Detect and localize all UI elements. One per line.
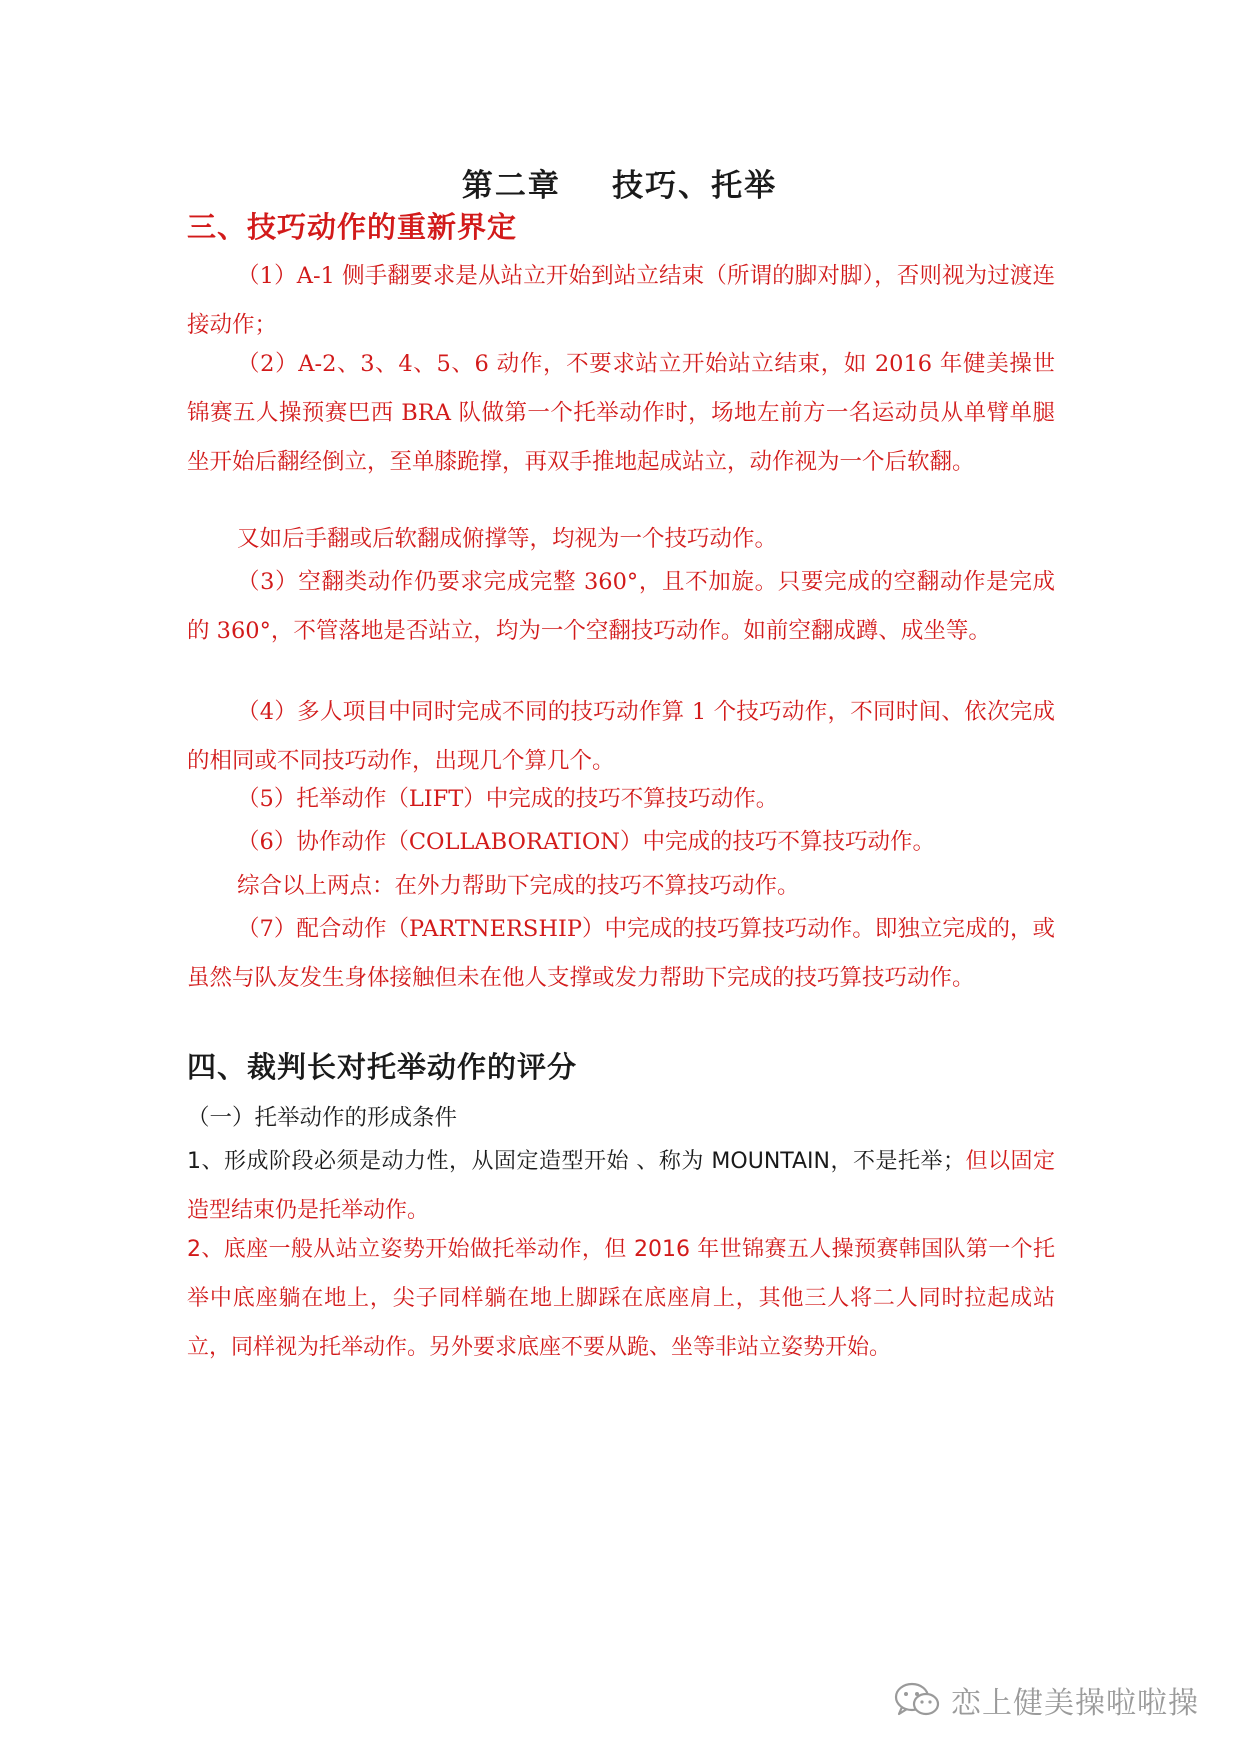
paragraph-4: （3）空翻类动作仍要求完成完整 360°，且不加旋。只要完成的空翻动作是完成的 360°，不管落地是否站立，均为一个空翻技巧动作。如前空翻成蹲、成坐等。 [187,569,1055,644]
paragraph-2: （2）A-2、3、4、5、6 动作，不要求站立开始站立结束，如 2016 年健美操世锦赛五人操预赛巴西 BRA 队做第一个托举动作时，场地左前方一名运动员从单臂单腿坐开始后翻经倒立，至单膝跪撑，再双手推地起成站立，动作视为一个后软翻。 [187,351,1055,475]
paragraph-9: （7）配合动作（PARTNERSHIP）中完成的技巧算技巧动作。即独立完成的，或虽然与队友发生身体接触但未在他人支撑或发力帮助下完成的技巧算技巧动作。 [187,916,1055,991]
chapter-title: 第二章 技巧、托举 [461,168,778,204]
section-4-item-2: 2、底座一般从站立姿势开始做托举动作，但 2016 年世锦赛五人操预赛韩国队第一个托举中底座躺在地上，尖子同样躺在地上脚踩在底座肩上，其他三人将二人同时拉起成站立，同样视为托举动作。另外要求底座不要从跪、坐等非站立姿势开始。 [187,1237,1055,1360]
section-4-subheading: （一）托举动作的形成条件 [187,1105,458,1131]
paragraph-3: 又如后手翻或后软翻成俯撑等，均视为一个技巧动作。 [237,526,778,552]
section-4-item-1 [187,1137,1055,1235]
section-4-heading: 四、裁判长对托举动作的评分 [187,1050,578,1084]
footer-account-name: 恋上健美操啦啦操 [951,1686,1199,1721]
paragraph-5: （4）多人项目中同时完成不同的技巧动作算 1 个技巧动作，不同时间、依次完成的相同或不同技巧动作，出现几个算几个。 [187,699,1055,774]
paragraph-8: 综合以上两点：在外力帮助下完成的技巧不算技巧动作。 [237,873,800,899]
section-3-heading: 三、技巧动作的重新界定 [187,210,518,244]
wechat-icon [893,1682,941,1718]
item-1-red-text: 但以固定造型结束仍是托举动作。 [187,1149,1055,1223]
paragraph-6: （5）托举动作（LIFT）中完成的技巧不算技巧动作。 [237,786,779,812]
footer-watermark [893,1678,1199,1722]
item-1-black-text: 1、形成阶段必须是动力性，从固定造型开始 、称为 MOUNTAIN，不是托举； [187,1149,965,1174]
paragraph-1: （1）A-1 侧手翻要求是从站立开始到站立结束（所谓的脚对脚），否则视为过渡连接动作； [187,263,1055,338]
paragraph-7: （6）协作动作（COLLABORATION）中完成的技巧不算技巧动作。 [237,829,935,855]
